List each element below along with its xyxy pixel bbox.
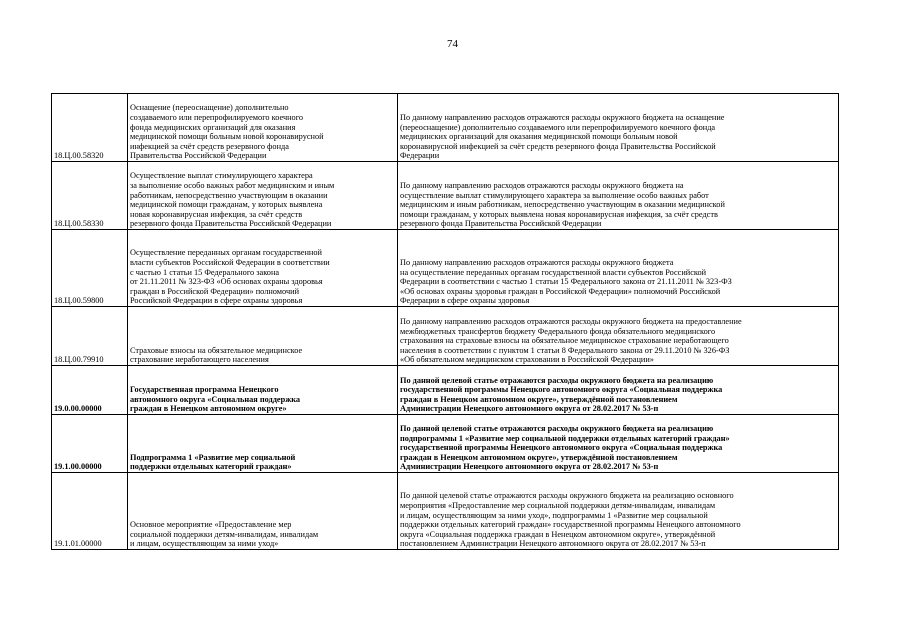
target-code: 18.Ц.00.79910 <box>52 307 128 366</box>
target-code: 18.Ц.00.58330 <box>52 162 128 230</box>
table-row <box>52 366 839 415</box>
expense-name: Основное мероприятие «Предоставление мер социальной поддержки детям-инвалидам, инвалидам и лицам, осуществляющим за ними уход» <box>128 473 398 550</box>
expense-description: По данной целевой статье отражаются расходы окружного бюджета на реализацию подпрограммы 1 «Развитие мер социальной поддержки отдельных категорий граждан» государственной программы Ненецкого автономного округа «Социальная поддержка граждан в Ненецком автономном округе», утверждённой постановлением Администрации Ненецкого автономного округа от 28.02.2017 № 53-п <box>398 415 839 473</box>
target-code: 18.Ц.00.59800 <box>52 230 128 307</box>
expense-name: Осуществление переданных органам государственной власти субъектов Российской Федерации в соответствии с частью 1 статьи 15 Федерального закона от 21.11.2011 № 323-ФЗ «Об основах охраны здоровья граждан в Российской Федерации» полномочий Российской Федерации в сфере охраны здоровья <box>128 230 398 307</box>
table-row <box>52 307 839 366</box>
expense-description: По данному направлению расходов отражаются расходы окружного бюджета на предоставление межбюджетных трансфертов бюджету Федерального фонда обязательного медицинского страхования на страховые взносы на обязательное медицинское страхование неработающего населения в соответствии с пунктом 1 статьи 8 Федерального закона от 29.11.2010 № 326-ФЗ «Об обязательном медицинском страховании в Российской Федерации» <box>398 307 839 366</box>
expense-name: Страховые взносы на обязательное медицинское страхование неработающего населения <box>128 307 398 366</box>
expense-name: Государственная программа Ненецкого автономного округа «Социальная поддержка граждан в Ненецком автономном округе» <box>128 366 398 415</box>
table-row <box>52 473 839 550</box>
expense-name: Подпрограмма 1 «Развитие мер социальной поддержки отдельных категорий граждан» <box>128 415 398 473</box>
budget-classification-table <box>51 93 839 550</box>
expense-name: Оснащение (переоснащение) дополнительно создаваемого или перепрофилируемого коечного фонда медицинских организаций для оказания медицинской помощи больным новой коронавирусной инфекцией за счёт средств резервного фонда Правительства Российской Федерации <box>128 94 398 162</box>
table-row <box>52 94 839 162</box>
table-row <box>52 162 839 230</box>
expense-description: По данному направлению расходов отражаются расходы окружного бюджета на осуществление выплат стимулирующего характера за выполнение особо важных работ медицинским и иным работникам, непосредственно участвующим в оказании медицинской помощи гражданам, у которых выявлена новая коронавирусная инфекция, за счёт средств резервного фонда Правительства Российской Федерации <box>398 162 839 230</box>
target-code: 19.0.00.00000 <box>52 366 128 415</box>
table-row <box>52 415 839 473</box>
expense-description: По данному направлению расходов отражаются расходы окружного бюджета на осуществление переданных органам государственной власти субъектов Российской Федерации в соответствии с частью 1 статьи 15 Федерального закона от 21.11.2011 № 323-ФЗ «Об основах охраны здоровья граждан в Российской Федерации» полномочий Российской Федерации в сфере охраны здоровья <box>398 230 839 307</box>
expense-name: Осуществление выплат стимулирующего характера за выполнение особо важных работ медицинским и иным работникам, непосредственно участвующим в оказании медицинской помощи гражданам, у которых выявлена новая коронавирусная инфекция, за счёт средств резервного фонда Правительства Российской Федерации <box>128 162 398 230</box>
expense-description: По данной целевой статье отражаются расходы окружного бюджета на реализацию государственной программы Ненецкого автономного округа «Социальная поддержка граждан в Ненецком автономном округе», утверждённой постановлением Администрации Ненецкого автономного округа от 28.02.2017 № 53-п <box>398 366 839 415</box>
target-code: 19.1.01.00000 <box>52 473 128 550</box>
page-number: 74 <box>447 38 458 50</box>
expense-description: По данному направлению расходов отражаются расходы окружного бюджета на оснащение (переоснащение) дополнительно создаваемого или перепрофилируемого коечного фонда медицинских организаций для оказания медицинской помощи больным новой коронавирусной инфекцией за счёт средств резервного фонда Правительства Российской Федерации <box>398 94 839 162</box>
target-code: 19.1.00.00000 <box>52 415 128 473</box>
expense-description: По данной целевой статье отражаются расходы окружного бюджета на реализацию основного мероприятия «Предоставление мер социальной поддержки детям-инвалидам, инвалидам и лицам, осуществляющим за ними уход», подпрограммы 1 «Развитие мер социальной поддержки отдельных категорий граждан» государственной программы Ненецкого автономного округа «Социальная поддержка граждан в Ненецком автономном округе», утверждённой постановлением Администрации Ненецкого автономного округа от 28.02.2017 № 53-п <box>398 473 839 550</box>
target-code: 18.Ц.00.58320 <box>52 94 128 162</box>
table-row <box>52 230 839 307</box>
